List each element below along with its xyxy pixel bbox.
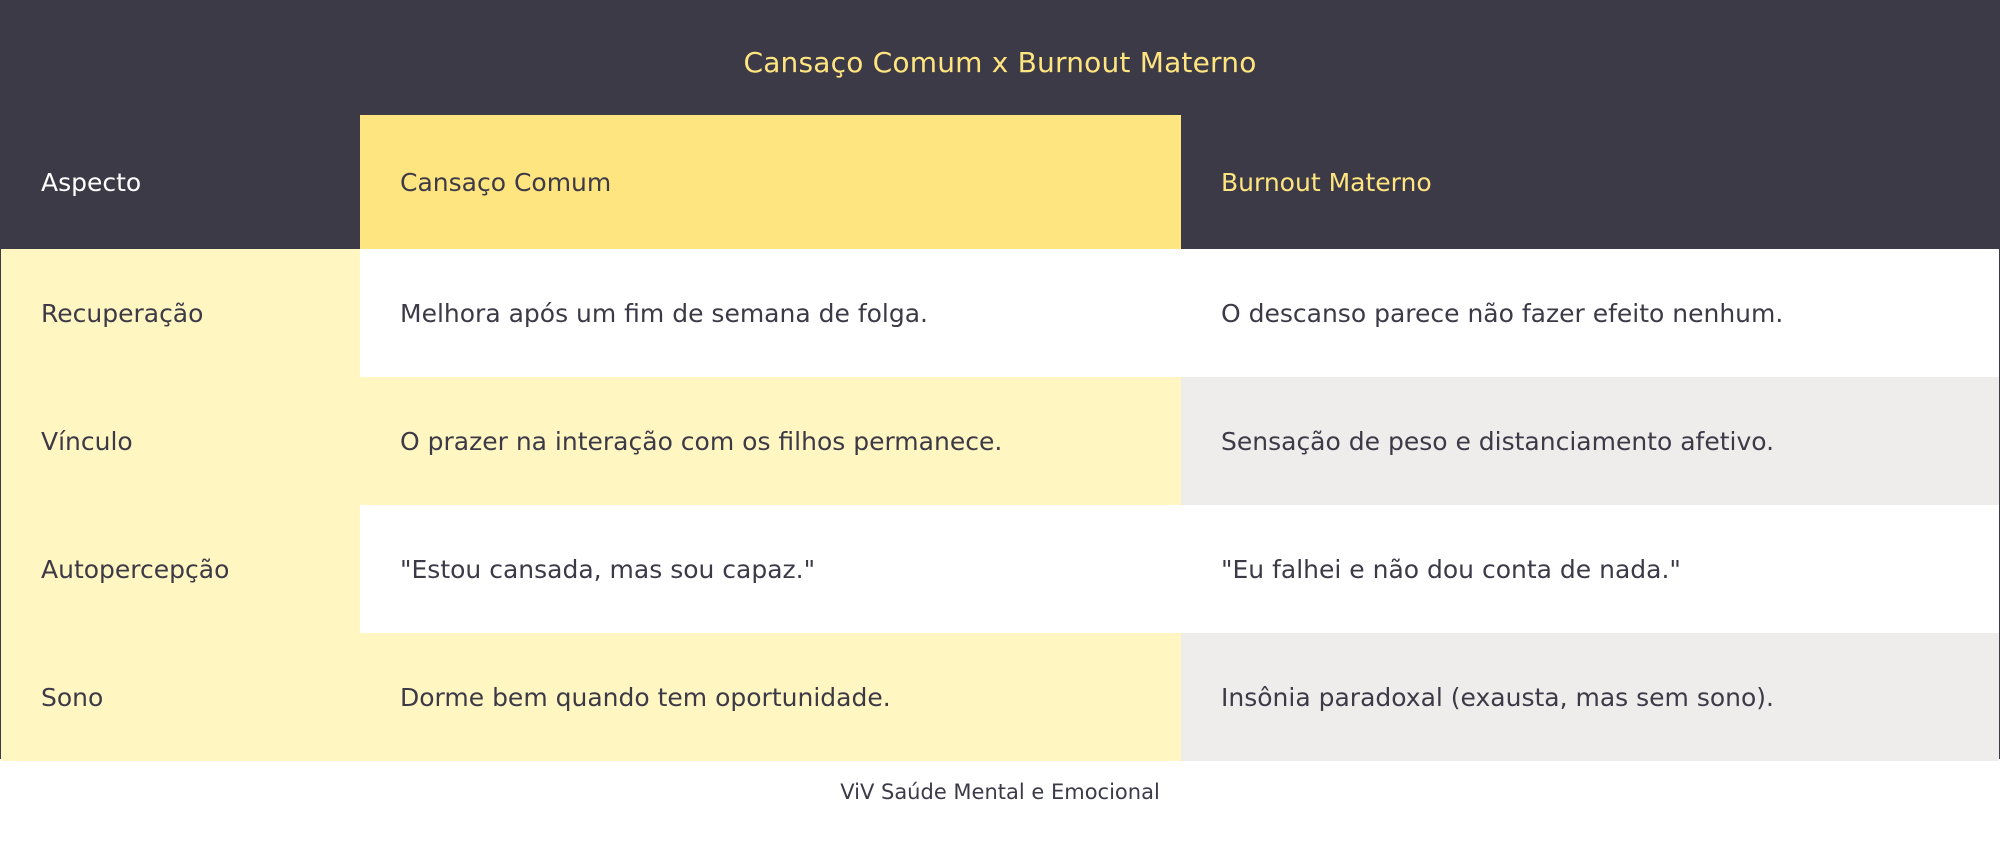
row-burnout-cell: "Eu falhei e não dou conta de nada." [1181, 505, 1999, 633]
page-title: Cansaço Comum x Burnout Materno [743, 45, 1257, 79]
row-common-cell: O prazer na interação com os filhos permanece. [360, 377, 1181, 505]
header-aspect: Aspecto [1, 115, 360, 249]
header-row [1, 115, 1999, 249]
table-row [1, 633, 1999, 761]
row-aspect-cell: Sono [1, 633, 360, 761]
row-common-cell: "Estou cansada, mas sou capaz." [360, 505, 1181, 633]
footer-brand: ViV Saúde Mental e Emocional [840, 780, 1160, 804]
row-common-cell: Melhora após um fim de semana de folga. [360, 249, 1181, 377]
row-burnout-cell: Sensação de peso e distanciamento afetivo. [1181, 377, 1999, 505]
header-maternal-burnout: Burnout Materno [1181, 115, 1999, 249]
table-row [1, 249, 1999, 377]
table-row [1, 505, 1999, 633]
row-aspect-cell: Vínculo [1, 377, 360, 505]
comparison-table [1, 115, 1999, 761]
table-row [1, 377, 1999, 505]
header-common-fatigue: Cansaço Comum [360, 115, 1181, 249]
row-aspect-cell: Autopercepção [1, 505, 360, 633]
row-aspect-cell: Recuperação [1, 249, 360, 377]
row-burnout-cell: Insônia paradoxal (exausta, mas sem sono). [1181, 633, 1999, 761]
row-common-cell: Dorme bem quando tem oportunidade. [360, 633, 1181, 761]
row-burnout-cell: O descanso parece não fazer efeito nenhum. [1181, 249, 1999, 377]
title-bar [1, 1, 1999, 115]
